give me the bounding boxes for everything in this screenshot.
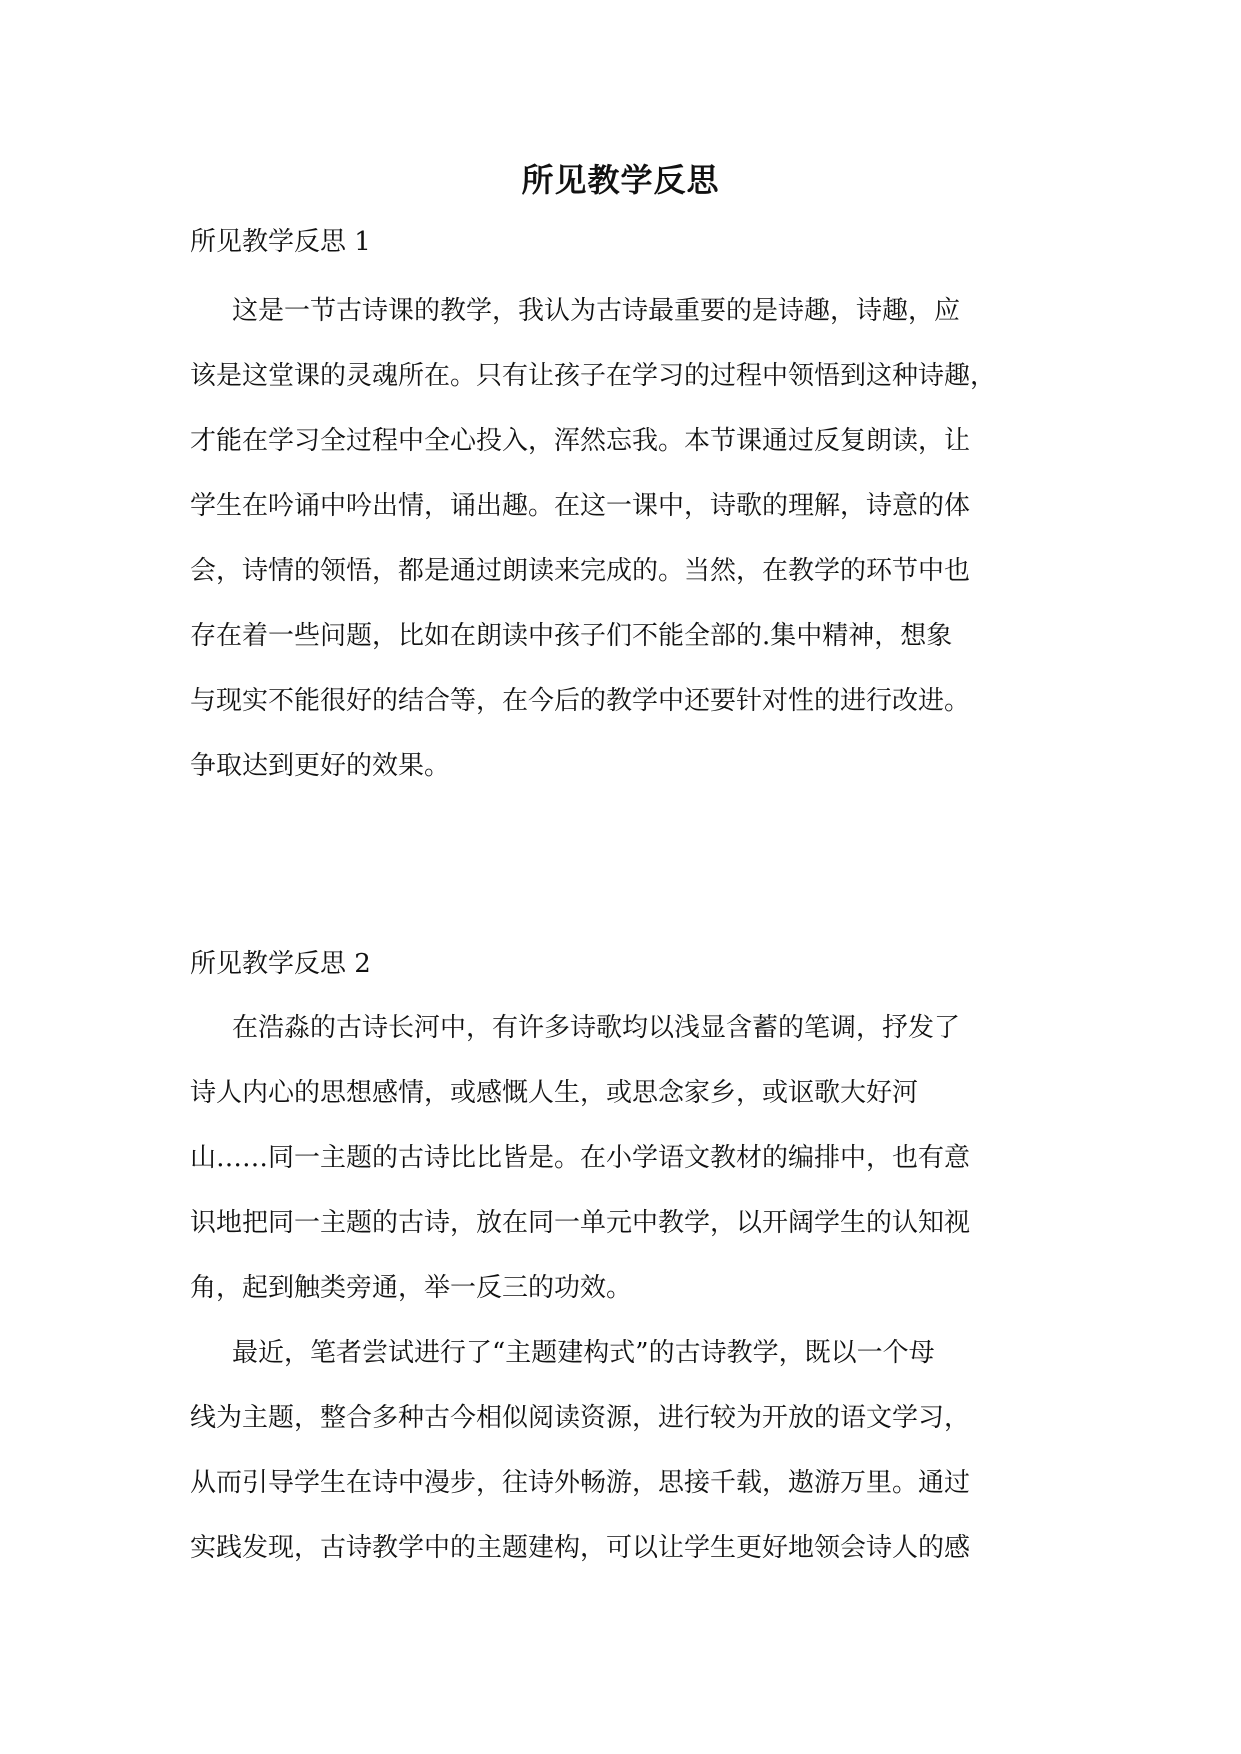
document-title: 所见教学反思: [521, 161, 720, 199]
paragraph-line: 山……同一主题的古诗比比皆是。在小学语文教材的编排中，也有意: [190, 1143, 971, 1173]
section-heading-1: 所见教学反思 1: [190, 227, 371, 257]
section-heading-2: 所见教学反思 2: [190, 949, 371, 979]
paragraph-line: 实践发现，古诗教学中的主题建构，可以让学生更好地领会诗人的感: [190, 1533, 971, 1563]
paragraph-line: 在浩淼的古诗长河中，有许多诗歌均以浅显含蓄的笔调，抒发了: [232, 1013, 961, 1043]
paragraph-line: 争取达到更好的效果。: [190, 751, 451, 781]
paragraph-line: 学生在吟诵中吟出情，诵出趣。在这一课中，诗歌的理解，诗意的体: [190, 491, 971, 521]
paragraph-line: 与现实不能很好的结合等，在今后的教学中还要针对性的进行改进。: [190, 686, 971, 716]
paragraph-line: 角，起到触类旁通，举一反三的功效。: [190, 1273, 633, 1303]
paragraph-line: 会，诗情的领悟，都是通过朗读来完成的。当然，在教学的环节中也: [190, 556, 971, 586]
paragraph-line: 诗人内心的思想感情，或感慨人生，或思念家乡，或讴歌大好河: [190, 1078, 919, 1108]
paragraph-line: 这是一节古诗课的教学，我认为古诗最重要的是诗趣，诗趣，应: [232, 296, 961, 326]
paragraph-line: 最近，笔者尝试进行了“主题建构式”的古诗教学，既以一个母: [232, 1338, 935, 1368]
paragraph-line: 才能在学习全过程中全心投入，浑然忘我。本节课通过反复朗读，让: [190, 426, 971, 456]
paragraph-line: 该是这堂课的灵魂所在。只有让孩子在学习的过程中领悟到这种诗趣，: [190, 361, 997, 391]
paragraph-line: 识地把同一主题的古诗，放在同一单元中教学，以开阔学生的认知视: [190, 1208, 971, 1238]
paragraph-line: 线为主题，整合多种古今相似阅读资源，进行较为开放的语文学习，: [190, 1403, 971, 1433]
paragraph-line: 存在着一些问题，比如在朗读中孩子们不能全部的.集中精神，想象: [190, 621, 953, 651]
paragraph-line: 从而引导学生在诗中漫步，往诗外畅游，思接千载，遨游万里。通过: [190, 1468, 971, 1498]
